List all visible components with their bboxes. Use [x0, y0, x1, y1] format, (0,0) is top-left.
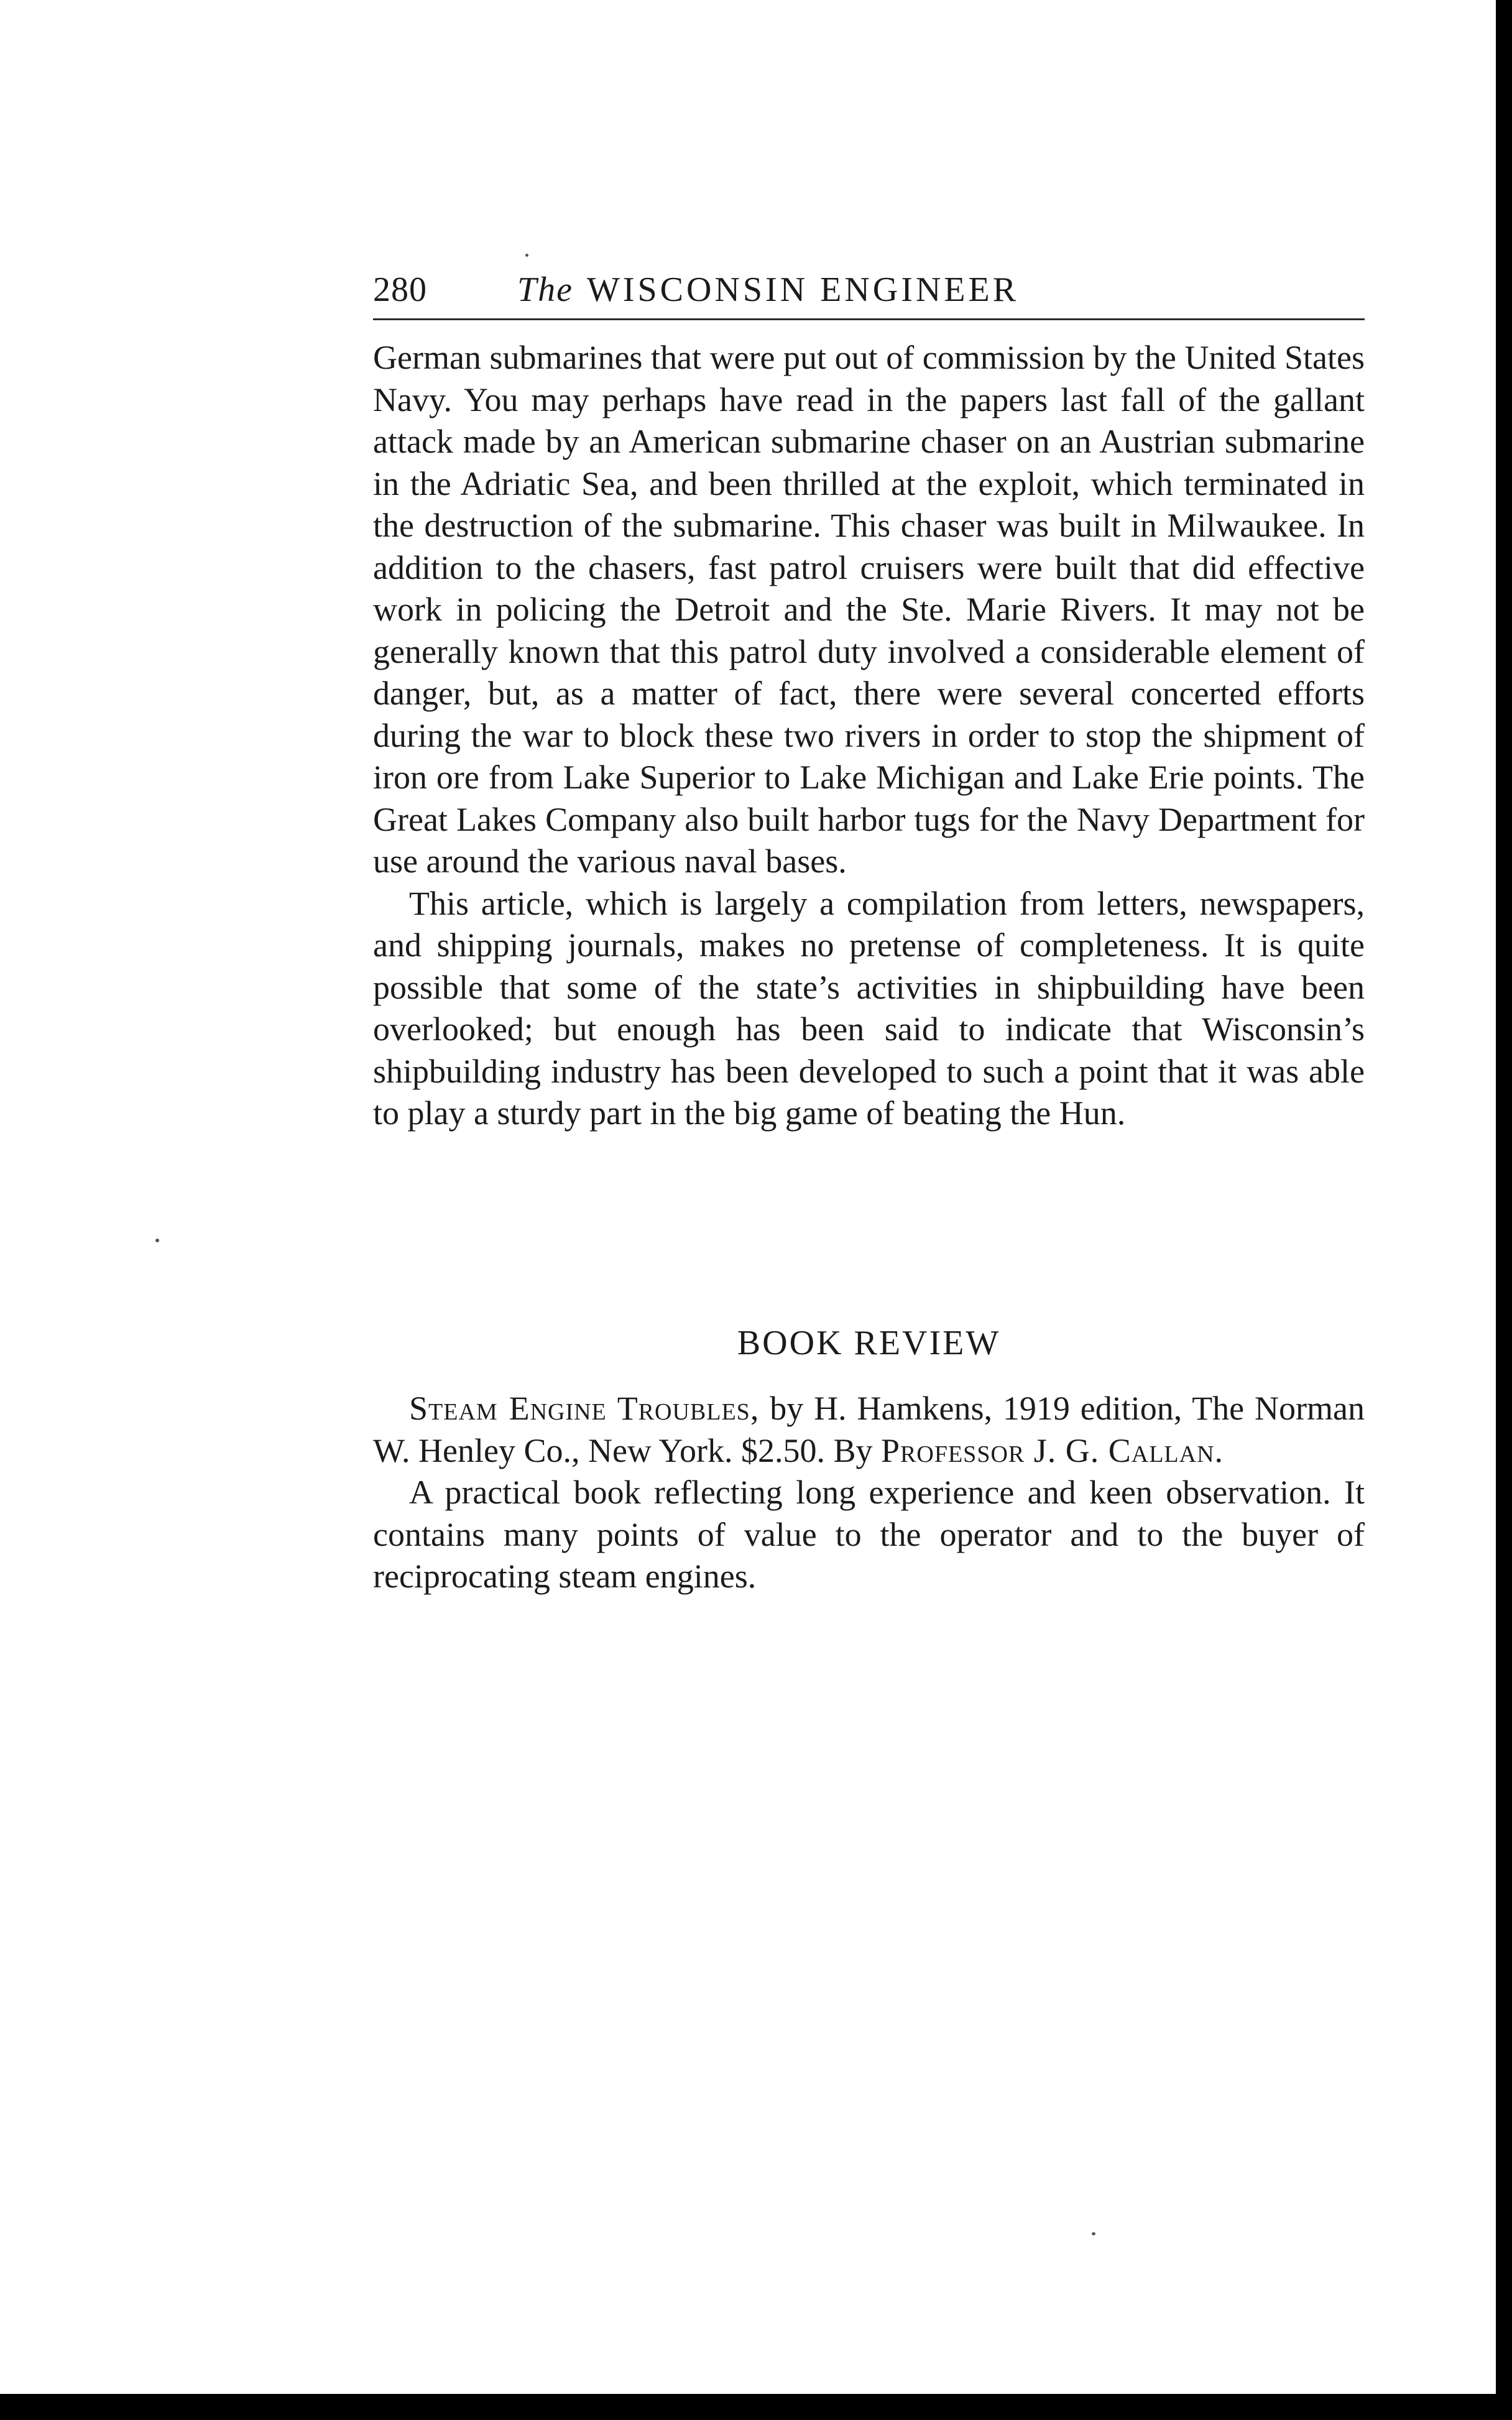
scan-edge-right: [1496, 0, 1512, 2420]
article-paragraph: This article, which is largely a compilation from letters, newspapers, and shipping journals, makes no pretense of completeness. It is quite possible that some of the state’s activities in shipbuilding have been overlooked; but enough has been said to indicate that Wisconsin’s shipbuilding industry has been developed to such a point that it was able to play a sturdy part in the big game of beating the Hun.: [373, 884, 1365, 1132]
journal-title-name: WISCONSIN ENGINEER: [587, 270, 1020, 309]
article-paragraph: German submarines that were put out of commission by the United States Navy. You may perhaps have read in the papers last fall of the gallant attack made by an American submarine chaser on an Austrian submarine in the Adriatic Sea, and been thrilled at the exploit, which terminated in the destruction of the submarine. This chaser was built in Milwaukee. In addition to the chasers, fast patrol cruisers were built that did effective work in policing the Detroit and the Ste. Marie Rivers. It may not be generally known that this patrol duty involved a considerable element of danger, but, as a matter of fact, there were several concerted efforts during the war to block these two rivers in order to stop the shipment of iron ore from Lake Superior to Lake Michigan and Lake Erie points. The Great Lakes Company also built harbor tugs for the Navy Department for use around the various naval bases.: [373, 339, 1365, 880]
review-citation: [373, 1388, 1365, 1472]
review-body: A practical book reflecting long experience and keen observation. It contains many points of value to the operator and to the buyer of reciprocating steam engines.: [373, 1474, 1365, 1595]
book-review-heading: BOOK REVIEW: [737, 1324, 1001, 1362]
book-review: [373, 1388, 1365, 1598]
scan-edge-bottom: [0, 2394, 1512, 2420]
running-header: [373, 266, 1365, 320]
book-title: Steam Engine Troubles,: [409, 1390, 760, 1427]
scan-speck: [155, 1239, 159, 1242]
journal-title: [517, 270, 1019, 310]
reviewer-name: Professor J. G. Callan.: [881, 1431, 1224, 1469]
scan-speck: [525, 254, 528, 257]
scan-speck: [1092, 2232, 1095, 2235]
article-body: [373, 337, 1365, 1135]
page-number: 280: [373, 270, 427, 309]
journal-title-the: The: [517, 270, 573, 309]
citation-details: by H. Hamkens, 1919 edition, The Norman W. Henley Co., New York. $2.50. By: [373, 1390, 1365, 1469]
